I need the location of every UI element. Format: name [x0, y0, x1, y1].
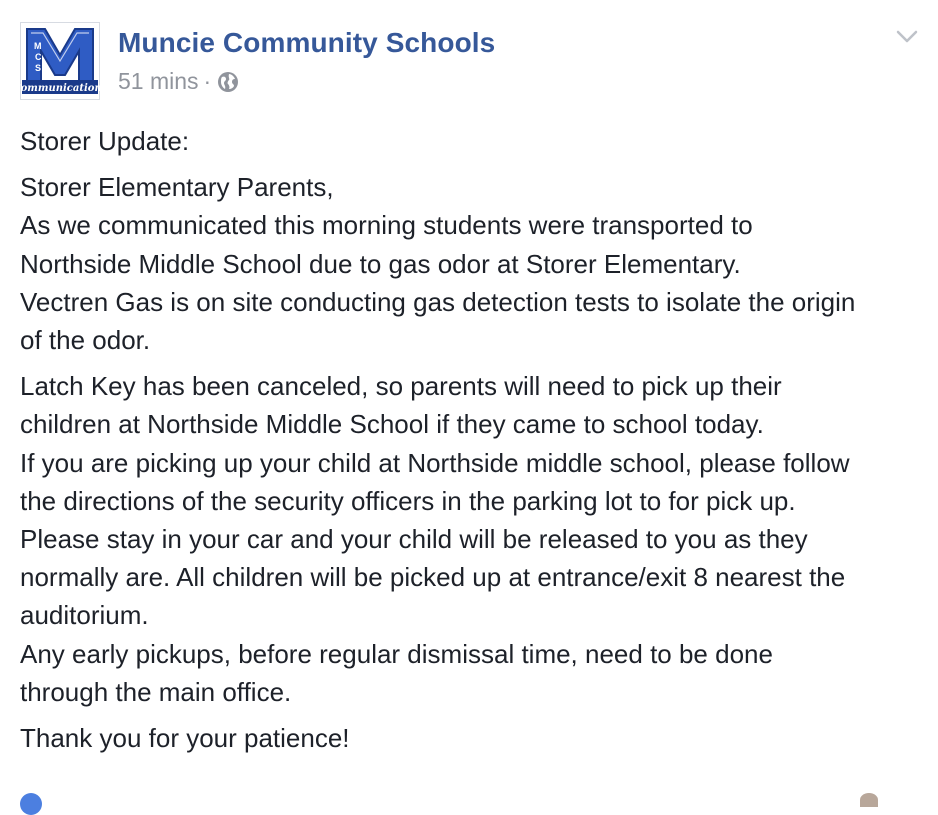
globe-icon[interactable] [217, 71, 239, 93]
text-line: Vectren Gas is on site conducting gas detection tests to isolate the origin [20, 286, 856, 317]
text-line: normally are. All children will be picked up at entrance/exit 8 nearest the [20, 562, 846, 593]
text-line: Latch Key has been canceled, so parents will need to pick up their [20, 371, 782, 402]
text-line: of the odor. [20, 325, 151, 356]
text-line: Storer Update: [20, 126, 190, 156]
post-body [20, 122, 925, 765]
text-line: children at Northside Middle School if they came to school today. [20, 409, 764, 440]
text-line: As we communicated this morning students were transported to [20, 210, 753, 241]
svg-text:M: M [34, 41, 42, 51]
avatar[interactable] [12, 22, 108, 100]
paragraph-1 [20, 122, 925, 160]
like-reaction-icon [20, 793, 42, 815]
text-line: If you are picking up your child at Northside middle school, please follow [20, 447, 850, 478]
commenter-avatar-peek [860, 793, 878, 807]
paragraph-4 [20, 719, 925, 757]
text-line: through the main office. [20, 676, 292, 707]
post-meta [118, 68, 239, 95]
paragraph-2 [20, 168, 925, 359]
text-line: Thank you for your patience! [20, 723, 350, 754]
svg-text:S: S [35, 63, 42, 73]
svg-text:C: C [35, 52, 42, 62]
page-name-link[interactable]: Muncie Community Schools [118, 27, 496, 58]
text-line: Please stay in your car and your child will be released to you as they [20, 524, 808, 555]
svg-text:Communications: Communications [12, 83, 108, 94]
text-line: the directions of the security officers in the parking lot to for pick up. [20, 485, 796, 516]
paragraph-3 [20, 367, 925, 711]
text-line: Northside Middle School due to gas odor at Storer Elementary. [20, 248, 741, 279]
mcs-logo [12, 23, 108, 99]
post-timestamp[interactable]: 51 mins [118, 68, 199, 94]
text-line: Storer Elementary Parents, [20, 172, 334, 203]
text-line: Any early pickups, before regular dismissal time, need to be done [20, 638, 773, 669]
meta-separator: · [203, 68, 212, 94]
chevron-down-icon[interactable] [896, 30, 918, 44]
text-line: auditorium. [20, 600, 149, 631]
post-header [12, 22, 918, 102]
